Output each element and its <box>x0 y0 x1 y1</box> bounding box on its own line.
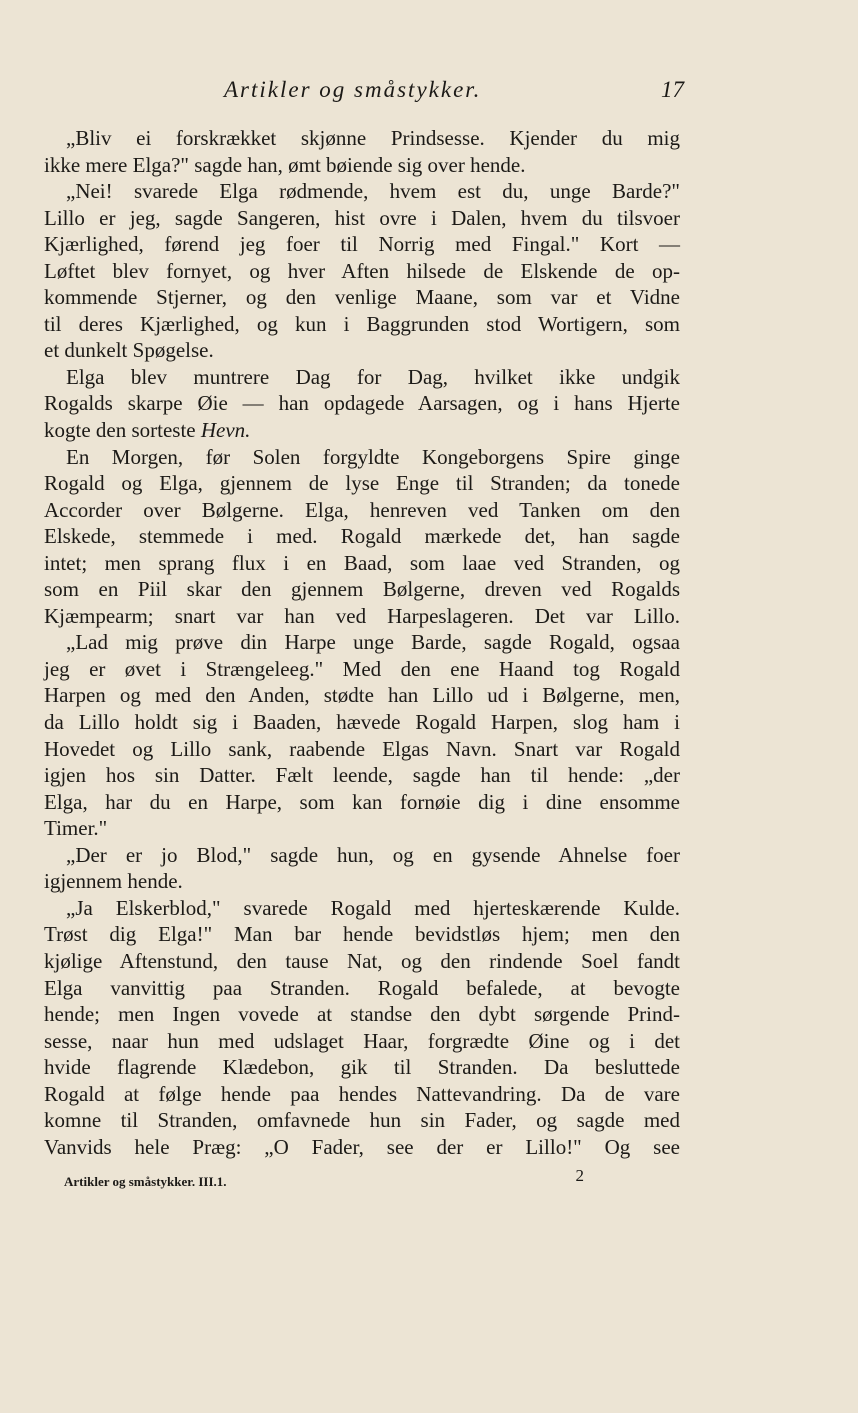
text-line <box>44 1054 680 1081</box>
text-line-content: igjen hos sin Datter. Fælt leende, sagde han til hende: „der <box>44 763 680 788</box>
text-line <box>44 603 680 630</box>
running-title: Artikler og småstykker. <box>224 77 482 102</box>
text-line <box>44 178 680 205</box>
text-line-content: kommende Stjerner, og den venlige Maane, som var et Vidne <box>44 285 680 310</box>
text-line-content: hvide flagrende Klædebon, gik til Stranden. Da besluttede <box>44 1055 680 1080</box>
text-line-content: kogte den sorteste <box>44 418 201 443</box>
body-text <box>44 125 680 1160</box>
text-line-content: „Ja Elskerblod," svarede Rogald med hjerteskærende Kulde. <box>66 895 680 920</box>
text-line <box>44 417 680 444</box>
text-line-content: hende; men Ingen vovede at standse den dybt sørgende Prind- <box>44 1002 680 1027</box>
text-line-content: Kjærlighed, førend jeg foer til Norrig med Fingal." Kort — <box>44 232 680 257</box>
text-line-content: Rogald og Elga, gjennem de lyse Enge til Stranden; da tonede <box>44 471 680 496</box>
text-line <box>44 682 680 709</box>
text-line-content: Harpen og med den Anden, stødte han Lillo ud i Bølgerne, men, <box>44 683 680 708</box>
text-line-content: En Morgen, før Solen forgyldte Kongeborgens Spire ginge <box>66 444 680 469</box>
page-number: 17 <box>661 77 684 102</box>
text-line <box>44 284 680 311</box>
text-line <box>44 736 680 763</box>
text-line-content: ikke mere Elga?" sagde han, ømt bøiende sig over hende. <box>44 152 526 177</box>
text-line-content: Rogalds skarpe Øie — han opdagede Aarsagen, og i hans Hjerte <box>44 391 680 416</box>
text-line <box>44 975 680 1002</box>
text-line <box>44 231 680 258</box>
text-line <box>44 921 680 948</box>
text-line-content: da Lillo holdt sig i Baaden, hævede Rogald Harpen, slog ham i <box>44 710 680 735</box>
text-line-content: Accorder over Bølgerne. Elga, henreven ved Tanken om den <box>44 497 680 522</box>
text-line <box>44 629 680 656</box>
text-line <box>44 656 680 683</box>
text-line <box>44 1001 680 1028</box>
text-line-content: komne til Stranden, omfavnede hun sin Fader, og sagde med <box>44 1108 680 1133</box>
text-line-content: „Der er jo Blod," sagde hun, og en gysende Ahnelse foer <box>66 842 680 867</box>
text-line-content: igjennem hende. <box>44 869 183 894</box>
text-line <box>44 1081 680 1108</box>
text-line-content: Elskede, stemmede i med. Rogald mærkede det, han sagde <box>44 524 680 549</box>
text-line <box>44 895 680 922</box>
text-line <box>44 497 680 524</box>
text-line-content: sesse, naar hun med udslaget Haar, forgrædte Øine og i det <box>44 1028 680 1053</box>
text-line <box>44 868 680 895</box>
text-line <box>44 576 680 603</box>
text-line <box>44 1028 680 1055</box>
text-line <box>44 205 680 232</box>
text-line <box>44 842 680 869</box>
text-line <box>44 762 680 789</box>
text-line-content: jeg er øvet i Strængeleeg." Med den ene Haand tog Rogald <box>44 656 680 681</box>
text-line-content: „Bliv ei forskrækket skjønne Prindsesse. Kjender du mig <box>66 126 680 150</box>
text-line <box>44 364 680 391</box>
text-line-content: Rogald at følge hende paa hendes Nattevandring. Da de vare <box>44 1081 680 1106</box>
text-line-content: et dunkelt Spøgelse. <box>44 338 214 363</box>
text-line <box>44 125 680 152</box>
text-line <box>44 444 680 471</box>
text-line-content: som en Piil skar den gjennem Bølgerne, dreven ved Rogalds <box>44 577 680 602</box>
text-line-content: Hovedet og Lillo sank, raabende Elgas Navn. Snart var Rogald <box>44 736 680 761</box>
text-line-content: Løftet blev fornyet, og hver Aften hilsede de Elskende de op- <box>44 258 680 283</box>
text-line-content: „Lad mig prøve din Harpe unge Barde, sagde Rogald, ogsaa <box>66 630 680 655</box>
text-line <box>44 550 680 577</box>
text-line <box>44 523 680 550</box>
text-line-content: Elga vanvittig paa Stranden. Rogald befalede, at bevogte <box>44 975 680 1000</box>
text-line-content: Kjæmpearm; snart var han ved Harpeslageren. Det var Lillo. <box>44 603 680 628</box>
text-line-content: Trøst dig Elga!" Man bar hende bevidstløs hjem; men den <box>44 922 680 947</box>
text-line-content: kjølige Aftenstund, den tause Nat, og den rindende Soel fandt <box>44 948 680 973</box>
text-line <box>44 815 680 842</box>
text-line <box>44 337 680 364</box>
text-line <box>44 1134 680 1161</box>
text-line <box>44 789 680 816</box>
sheet-number: 2 <box>575 1166 584 1185</box>
text-line <box>44 470 680 497</box>
text-line <box>44 152 680 179</box>
text-line <box>44 1107 680 1134</box>
text-line <box>44 709 680 736</box>
text-line <box>44 390 680 417</box>
text-line <box>44 311 680 338</box>
text-line-content: Timer." <box>44 816 108 841</box>
text-line-content: „Nei! svarede Elga rødmende, hvem est du, unge Barde?" <box>66 179 680 204</box>
text-line-content: Elga blev muntrere Dag for Dag, hvilket ikke undgik <box>66 364 680 389</box>
text-line-content: Vanvids hele Præg: „O Fader, see der er Lillo!" Og see <box>44 1134 680 1159</box>
text-line-content: intet; men sprang flux i en Baad, som laae ved Stranden, og <box>44 550 680 575</box>
signature-mark: Artikler og småstykker. III.1. <box>64 1174 227 1189</box>
text-line-content: Lillo er jeg, sagde Sangeren, hist ovre i Dalen, hvem du tilsvoer <box>44 205 680 230</box>
text-line-content: til deres Kjærlighed, og kun i Baggrunden stod Wortigern, som <box>44 311 680 336</box>
text-line-content: Elga, har du en Harpe, som kan fornøie dig i dine ensomme <box>44 789 680 814</box>
emphasized-word: Hevn. <box>200 418 251 443</box>
text-line <box>44 258 680 285</box>
text-line <box>44 948 680 975</box>
